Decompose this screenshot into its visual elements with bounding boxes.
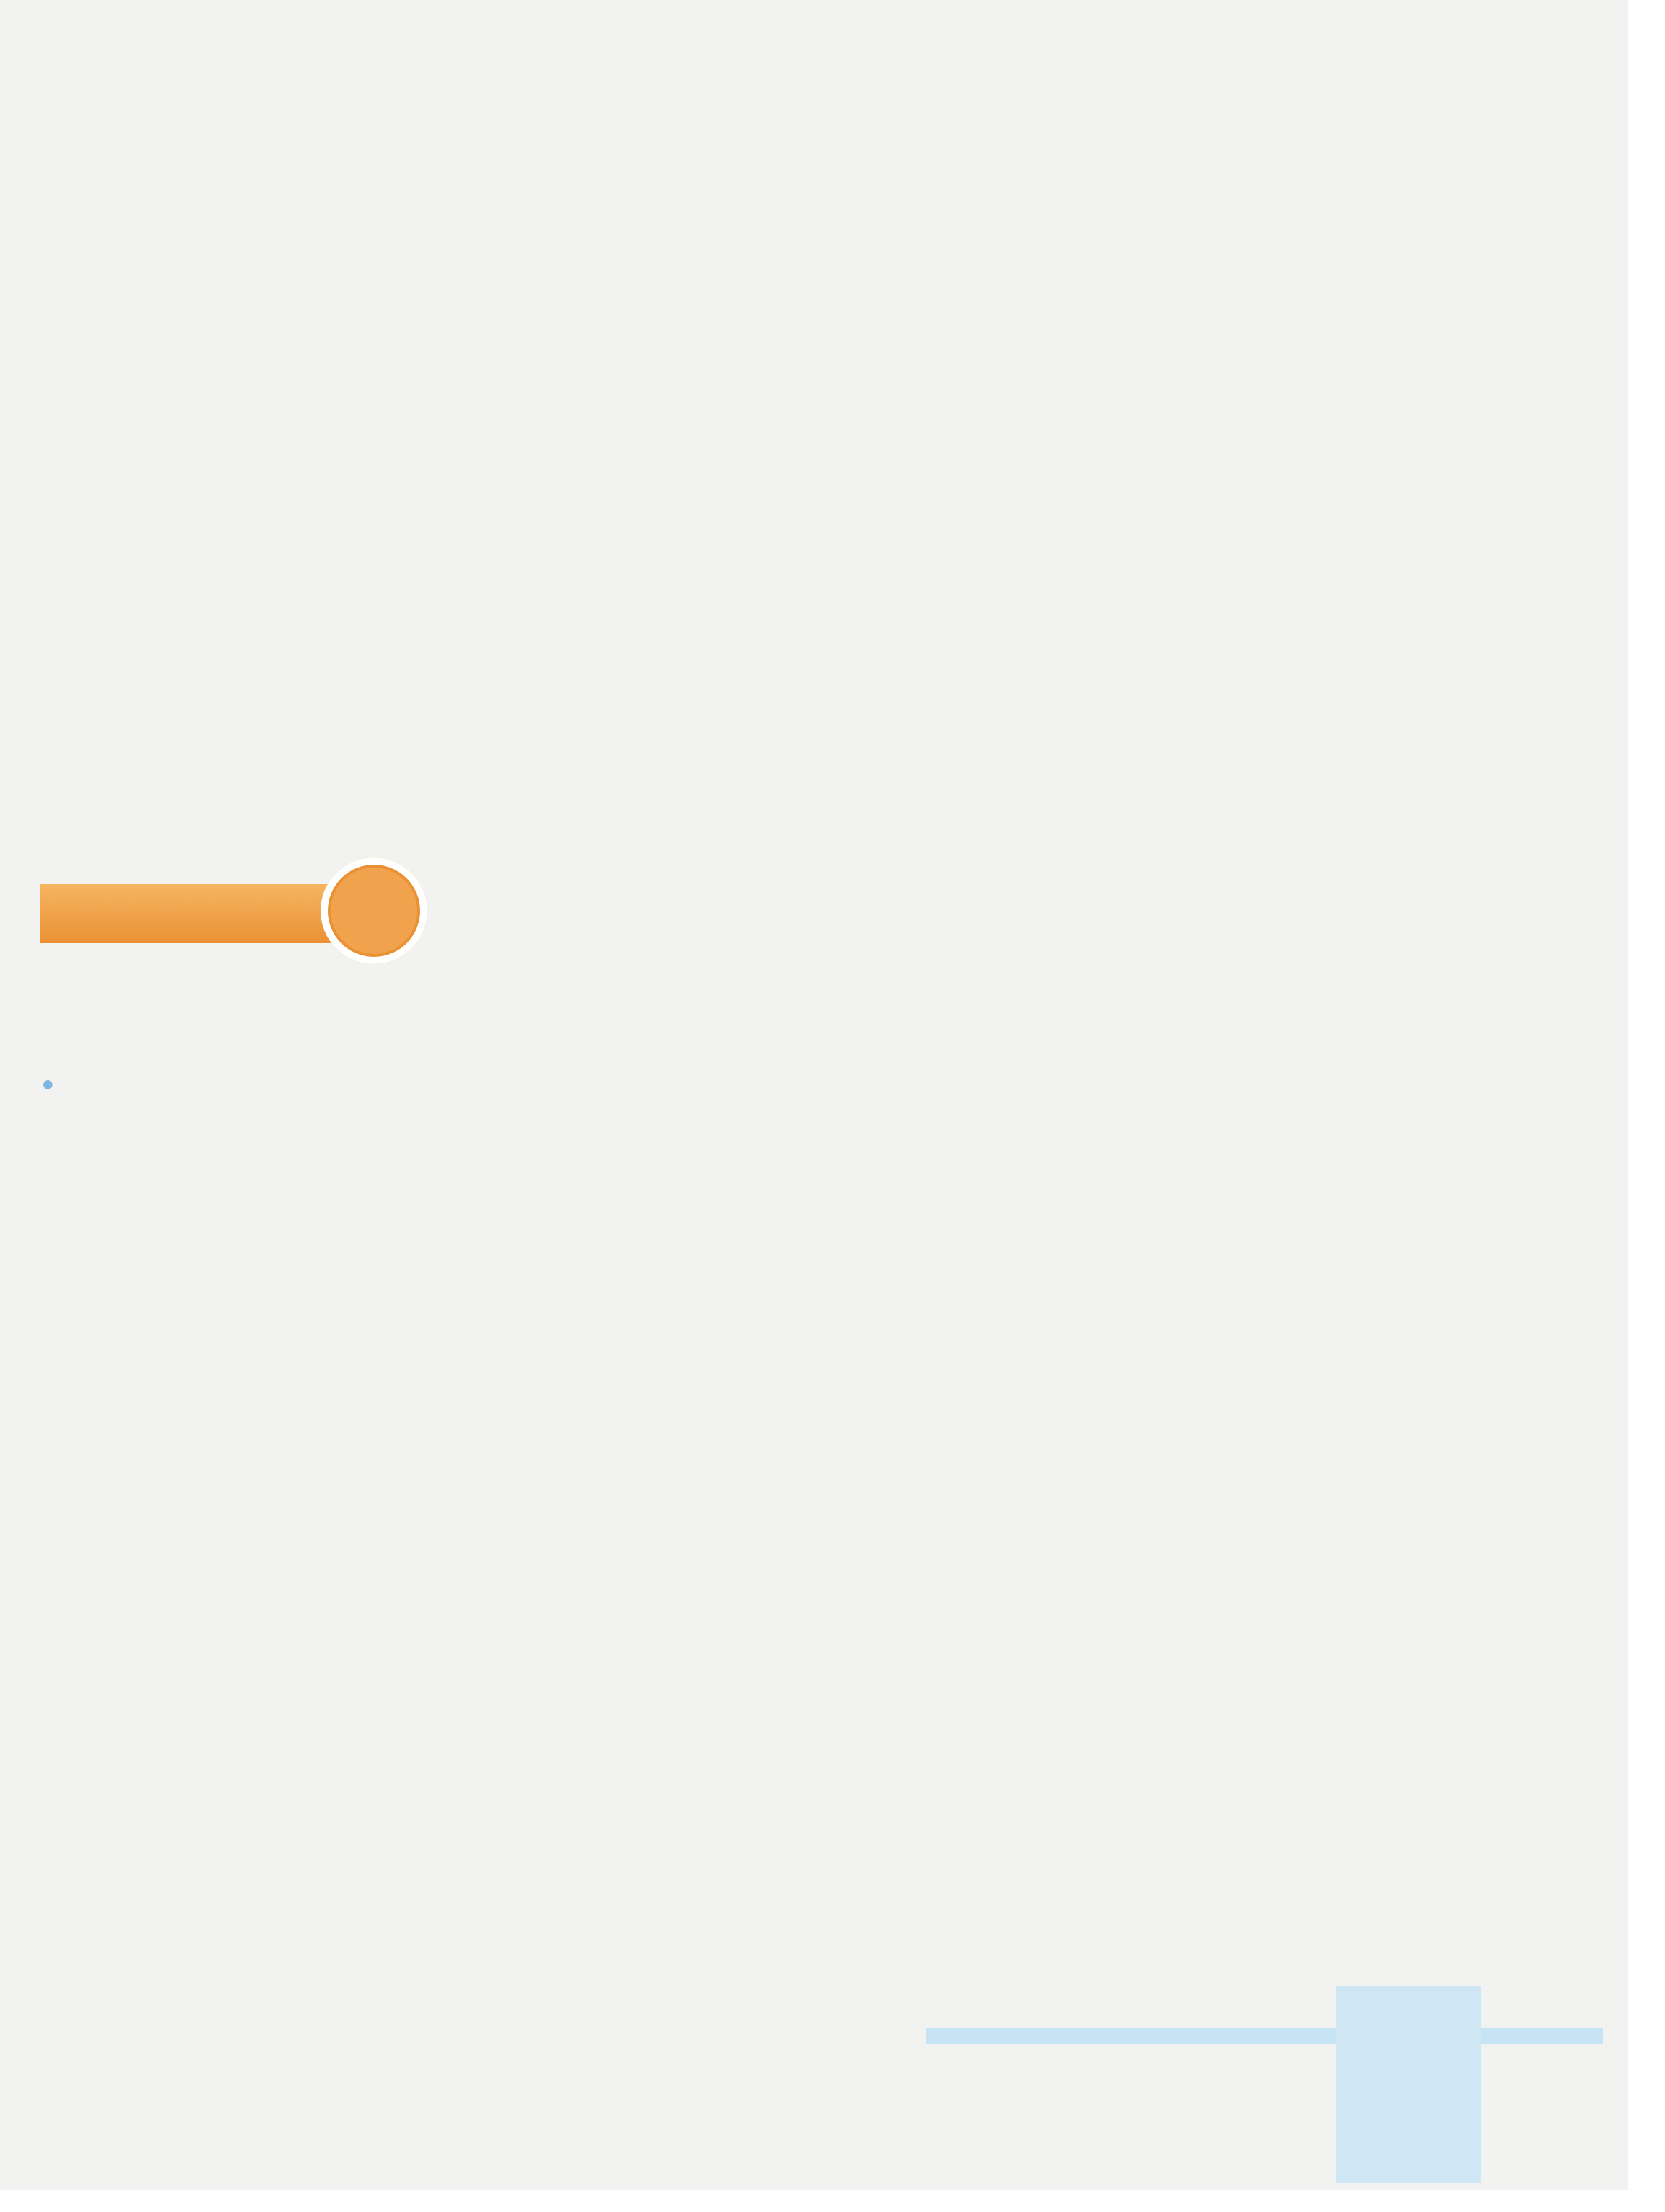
page-number-box <box>1336 1986 1481 2183</box>
memo-badge-bar <box>40 884 360 943</box>
footer-rule <box>926 2028 1603 2044</box>
text-block-bottom <box>45 1063 1334 1067</box>
memo-number <box>331 868 417 954</box>
memo-badge <box>40 857 429 965</box>
memo-number-circle <box>321 857 427 964</box>
